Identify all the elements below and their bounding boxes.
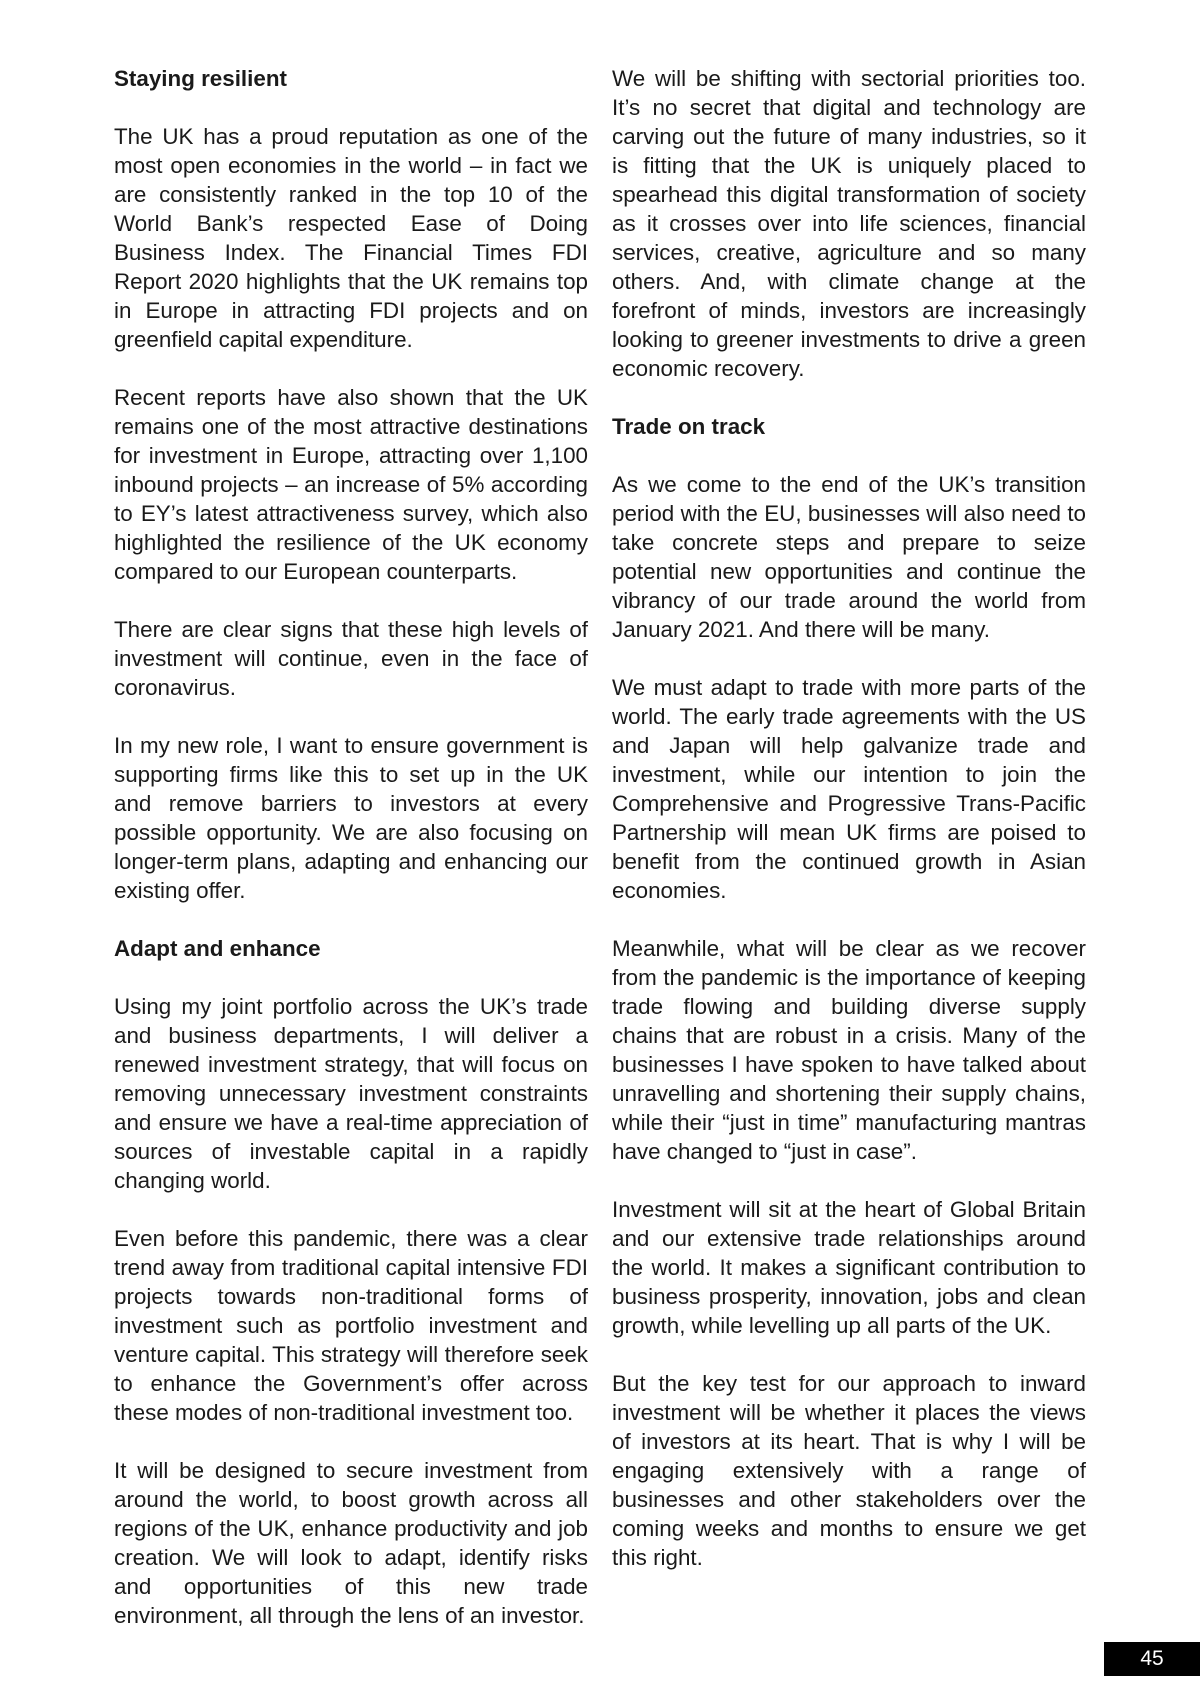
paragraph: There are clear signs that these high levels of investment will continue, even in the face of coronavirus. — [114, 617, 588, 700]
paragraph: It will be designed to secure investment from around the world, to boost growth across all regions of the UK, enhance productivity and job creation. We will look to adapt, identify risks and opportunities of this new trade environment, all through the lens of an investor. — [114, 1458, 588, 1628]
heading-adapt-and-enhance: Adapt and enhance — [114, 936, 321, 961]
paragraph: Even before this pandemic, there was a clear trend away from traditional capital intensive FDI projects towards non-traditional forms of investment such as portfolio investment and venture capital. This strategy will therefore seek to enhance the Government’s offer across these modes of non-traditional investment too. — [114, 1226, 588, 1425]
paragraph: Using my joint portfolio across the UK’s trade and business departments, I will deliver a renewed investment strategy, that will focus on removing unnecessary investment constraints and ensure we have a real-time appreciation of sources of investable capital in a rapidly changing world. — [114, 994, 588, 1193]
right-column — [612, 64, 1086, 1572]
paragraph: As we come to the end of the UK’s transition period with the EU, businesses will also need to take concrete steps and prepare to seize potential new opportunities and continue the vibrancy of our trade around the world from January 2021. And there will be many. — [612, 472, 1086, 642]
left-column — [114, 64, 588, 1630]
heading-staying-resilient: Staying resilient — [114, 66, 287, 91]
paragraph: We will be shifting with sectorial priorities too. It’s no secret that digital and technology are carving out the future of many industries, so it is fitting that the UK is uniquely placed to spearhead this digital transformation of society as it crosses over into life sciences, financial services, creative, agriculture and so many others. And, with climate change at the forefront of minds, investors are increasingly looking to greener investments to drive a green economic recovery. — [612, 66, 1086, 381]
paragraph: But the key test for our approach to inward investment will be whether it places the views of investors at its heart. That is why I will be engaging extensively with a range of businesses and other stakeholders over the coming weeks and months to ensure we get this right. — [612, 1371, 1086, 1570]
heading-trade-on-track: Trade on track — [612, 414, 766, 439]
paragraph: Investment will sit at the heart of Global Britain and our extensive trade relationships around the world. It makes a significant contribution to business prosperity, innovation, jobs and clean growth, while levelling up all parts of the UK. — [612, 1197, 1086, 1338]
paragraph: Meanwhile, what will be clear as we recover from the pandemic is the importance of keeping trade flowing and building diverse supply chains that are robust in a crisis. Many of the businesses I have spoken to have talked about unravelling and shortening their supply chains, while their “just in time” manufacturing mantras have changed to “just in case”. — [612, 936, 1086, 1164]
page-number: 45 — [1104, 1642, 1200, 1676]
paragraph: In my new role, I want to ensure government is supporting firms like this to set up in the UK and remove barriers to investors at every possible opportunity. We are also focusing on longer-term plans, adapting and enhancing our existing offer. — [114, 733, 588, 903]
paragraph: We must adapt to trade with more parts of the world. The early trade agreements with the US and Japan will help galvanize trade and investment, while our intention to join the Comprehensive and Progressive Trans-Pacific Partnership will mean UK firms are poised to benefit from the continued growth in Asian economies. — [612, 675, 1086, 903]
paragraph: Recent reports have also shown that the UK remains one of the most attractive destinations for investment in Europe, attracting over 1,100 inbound projects – an increase of 5% according to EY’s latest attractiveness survey, which also highlighted the resilience of the UK economy compared to our European counterparts. — [114, 385, 588, 584]
paragraph: The UK has a proud reputation as one of the most open economies in the world – in fact we are consistently ranked in the top 10 of the World Bank’s respected Ease of Doing Business Index. The Financial Times FDI Report 2020 highlights that the UK remains top in Europe in attracting FDI projects and on greenfield capital expenditure. — [114, 124, 588, 352]
